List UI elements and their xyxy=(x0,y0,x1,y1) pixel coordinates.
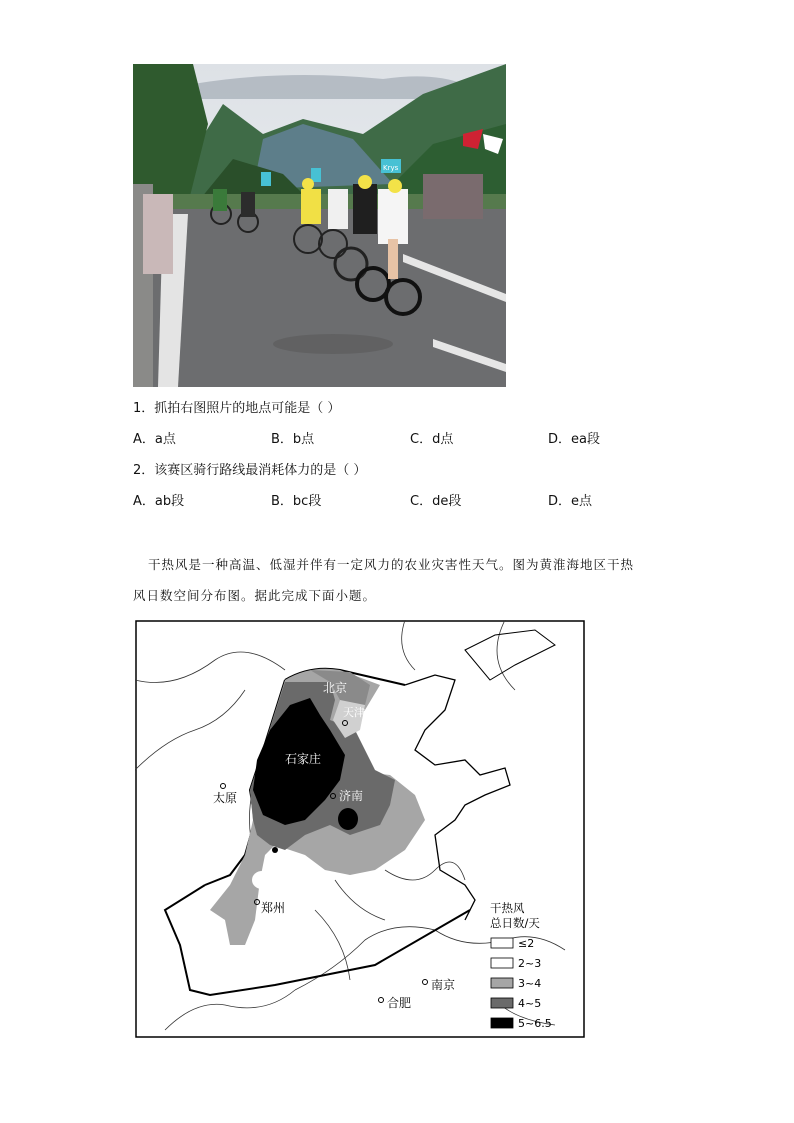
legend-label-2: 2~3 xyxy=(518,957,542,970)
legend-swatch-5 xyxy=(491,1018,513,1028)
legend-swatch-4 xyxy=(491,998,513,1008)
legend-label-3: 3~4 xyxy=(518,977,542,990)
city-hefei: 合肥 xyxy=(387,996,412,1010)
question-2-option-c: C．de段 xyxy=(410,494,462,509)
question-1-option-d: D．ea段 xyxy=(548,432,600,447)
city-jinan: 济南 xyxy=(339,789,364,803)
question-2-option-b: B．bc段 xyxy=(271,494,322,509)
city-tianjin: 天津 xyxy=(343,706,365,719)
question-1-stem: 1．抓拍右图照片的地点可能是（ ） xyxy=(133,401,341,416)
passage-line-2: 风日数空间分布图。据此完成下面小题。 xyxy=(133,588,377,603)
question-1-option-c: C．d点 xyxy=(410,432,454,447)
banner-text: Krys xyxy=(383,164,399,172)
legend-swatch-3 xyxy=(491,978,513,988)
question-2-option-d: D．e点 xyxy=(548,494,593,509)
dry-hot-wind-map xyxy=(135,620,585,1038)
city-taiyuan: 太原 xyxy=(213,791,238,805)
legend-title-line-1: 干热风 xyxy=(490,901,525,915)
legend-label-4: 4~5 xyxy=(518,997,542,1010)
question-2-stem: 2．该赛区骑行路线最消耗体力的是（ ） xyxy=(133,463,367,478)
question-1-option-b: B．b点 xyxy=(271,432,315,447)
passage-line-1: 干热风是一种高温、低湿并伴有一定风力的农业灾害性天气。图为黄淮海地区干热 xyxy=(148,557,635,572)
legend-swatch-2 xyxy=(491,958,513,968)
legend-swatch-1 xyxy=(491,938,513,948)
legend-label-5: 5~6.5 xyxy=(518,1017,552,1030)
question-1-option-a: A．a点 xyxy=(133,432,176,447)
city-beijing: 北京 xyxy=(323,681,348,695)
city-shijiazhuang: 石家庄 xyxy=(285,752,322,766)
city-nanjing: 南京 xyxy=(431,978,456,992)
legend-label-1: ≤2 xyxy=(518,937,535,950)
city-zhengzhou: 郑州 xyxy=(261,901,286,915)
legend-title-line-2: 总日数/天 xyxy=(490,916,540,930)
question-2-option-a: A．ab段 xyxy=(133,494,185,509)
cyclists-photo xyxy=(133,64,506,387)
